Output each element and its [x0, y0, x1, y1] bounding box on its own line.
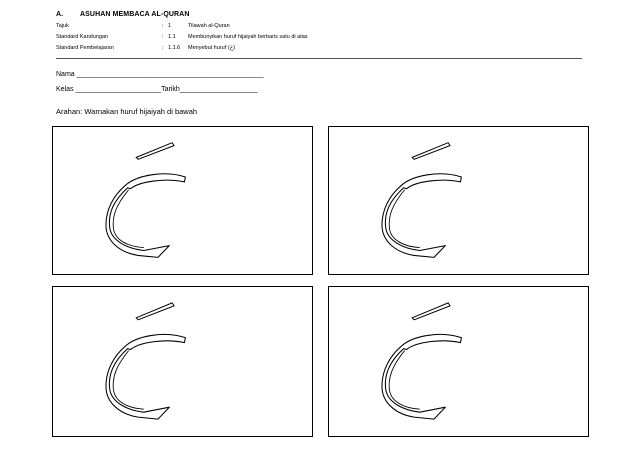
kelas-tarikh-field[interactable]: Kelas ______________________Tarikh____________________ [56, 86, 258, 93]
letter-card-1 [52, 126, 313, 275]
section-title: ASUHAN MEMBACA AL-QURAN [80, 11, 190, 18]
meta-value: Membunyikan huruf hijaiyah berbaris satu di atas [188, 34, 308, 40]
meta-colon: : [162, 23, 164, 29]
kha-letter-outline[interactable] [329, 287, 590, 438]
instruction-text: Arahan: Warnakan huruf hijaiyah di bawah [56, 107, 198, 116]
meta-row-tajuk [56, 23, 230, 29]
header-divider [56, 58, 582, 59]
meta-row-standard-pembelajaran [56, 45, 235, 51]
meta-code: 1.1 [168, 34, 176, 40]
kha-letter-outline[interactable] [329, 127, 590, 276]
letter-card-2 [328, 126, 589, 275]
letter-card-4 [328, 286, 589, 437]
meta-colon: : [162, 45, 164, 51]
section-number: A. [56, 11, 64, 18]
meta-code: 1.1.6 [168, 45, 181, 51]
meta-code: 1 [168, 23, 172, 29]
kha-letter-outline[interactable] [53, 287, 314, 438]
meta-label: Standard Kandungan [56, 34, 108, 40]
meta-value: Tilawah al-Quran [188, 23, 230, 29]
meta-label: Standard Pembelajaran [56, 45, 114, 51]
section-heading [56, 11, 190, 18]
meta-colon: : [162, 34, 164, 40]
letter-card-3 [52, 286, 313, 437]
meta-value: Menyebut huruf (خَ) [188, 45, 235, 51]
nama-field[interactable]: Nama ________________________________________________ [56, 71, 264, 78]
meta-row-standard-kandungan [56, 34, 308, 40]
kha-letter-outline[interactable] [53, 127, 314, 276]
meta-label: Tajuk [56, 23, 69, 29]
